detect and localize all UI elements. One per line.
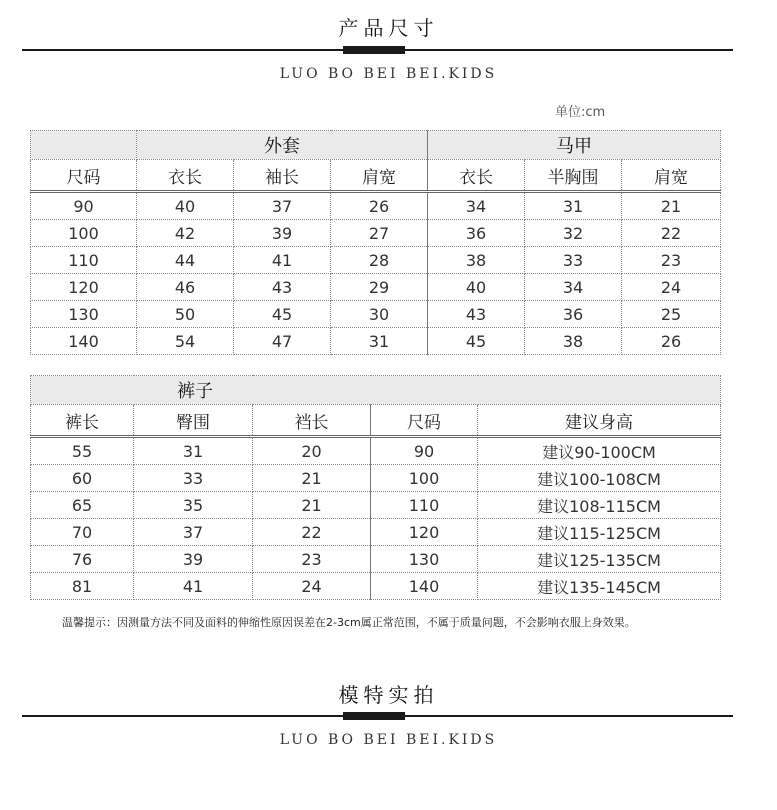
table-cell: 建议115-125CM: [478, 519, 721, 546]
table-cell: 50: [137, 301, 234, 328]
table-cell: 31: [525, 192, 622, 220]
table-cell: 43: [428, 301, 525, 328]
table-cell: 21: [253, 465, 371, 492]
table-cell: 建议100-108CM: [478, 465, 721, 492]
table-cell: 70: [31, 519, 134, 546]
table-cell: 81: [31, 573, 134, 600]
table-cell: 65: [31, 492, 134, 519]
header-cell: 裆长: [253, 405, 371, 437]
table-cell: 41: [234, 247, 331, 274]
table-cell: 31: [134, 437, 253, 465]
table-cell: 建议108-115CM: [478, 492, 721, 519]
table-cell: 130: [371, 546, 478, 573]
table-row: [31, 301, 721, 328]
table-cell: 39: [234, 220, 331, 247]
header-cell: 尺码: [31, 160, 137, 192]
table-row: [31, 192, 721, 220]
table-cell: 建议90-100CM: [478, 437, 721, 465]
unit-label: 单位:cm: [555, 105, 606, 120]
table-row: [31, 546, 721, 573]
size-table-bottom: [30, 375, 721, 600]
table-cell: 36: [525, 301, 622, 328]
table-row: [31, 274, 721, 301]
table-cell: 90: [31, 192, 137, 220]
size-table-top: [30, 130, 721, 355]
table-cell: 140: [31, 328, 137, 355]
table-cell: 45: [234, 301, 331, 328]
table-cell: 25: [622, 301, 721, 328]
table-cell: 110: [31, 247, 137, 274]
table-cell: 21: [622, 192, 721, 220]
table-cell: 110: [371, 492, 478, 519]
table-cell: 37: [234, 192, 331, 220]
table-cell: 46: [137, 274, 234, 301]
table-cell: 34: [428, 192, 525, 220]
group-row: [31, 131, 721, 160]
table-cell: 40: [428, 274, 525, 301]
header-cell: 肩宽: [622, 160, 721, 192]
table-cell: 建议135-145CM: [478, 573, 721, 600]
header-cell: 建议身高: [478, 405, 721, 437]
table-cell: 38: [428, 247, 525, 274]
table-cell: 34: [525, 274, 622, 301]
table-cell: 76: [31, 546, 134, 573]
table-cell: 22: [622, 220, 721, 247]
header-cell: 袖长: [234, 160, 331, 192]
header-cell: 尺码: [371, 405, 478, 437]
table-row: [31, 437, 721, 465]
table-cell: 36: [428, 220, 525, 247]
group-blank: [31, 131, 137, 160]
table-cell: 26: [331, 192, 428, 220]
table-cell: 42: [137, 220, 234, 247]
table-cell: 22: [253, 519, 371, 546]
table-cell: 23: [253, 546, 371, 573]
header-cell: 裤长: [31, 405, 134, 437]
title-rule-accent: [343, 46, 405, 54]
title-rule-accent: [343, 712, 405, 720]
table-cell: 28: [331, 247, 428, 274]
table-cell: 120: [371, 519, 478, 546]
table-cell: 38: [525, 328, 622, 355]
section-title-size: 产品尺寸: [338, 16, 439, 40]
table-row: [31, 328, 721, 355]
table-cell: 100: [31, 220, 137, 247]
table-cell: 23: [622, 247, 721, 274]
header-row: [31, 405, 721, 437]
header-cell: 衣长: [137, 160, 234, 192]
table-cell: 140: [371, 573, 478, 600]
group-label-vest: 马甲: [428, 131, 721, 160]
header-cell: 衣长: [428, 160, 525, 192]
brand-text: LUO BO BEI BEI.KIDS: [279, 732, 498, 748]
header-cell: 肩宽: [331, 160, 428, 192]
table-cell: 35: [134, 492, 253, 519]
table-row: [31, 492, 721, 519]
table-cell: 21: [253, 492, 371, 519]
table-cell: 30: [331, 301, 428, 328]
table-row: [31, 220, 721, 247]
header-row: [31, 160, 721, 192]
table-cell: 130: [31, 301, 137, 328]
table-cell: 100: [371, 465, 478, 492]
group-label-pants: 裤子: [31, 376, 721, 405]
table-cell: 55: [31, 437, 134, 465]
table-cell: 90: [371, 437, 478, 465]
table-row: [31, 465, 721, 492]
table-cell: 31: [331, 328, 428, 355]
brand-text: LUO BO BEI BEI.KIDS: [279, 66, 498, 82]
table-cell: 27: [331, 220, 428, 247]
size-note: 温馨提示：因测量方法不同及面料的伸缩性原因误差在2-3cm属正常范围，不属于质量问题，不会影响衣服上身效果。: [62, 616, 636, 629]
table-cell: 60: [31, 465, 134, 492]
table-cell: 33: [134, 465, 253, 492]
table-cell: 39: [134, 546, 253, 573]
table-cell: 20: [253, 437, 371, 465]
table-cell: 建议125-135CM: [478, 546, 721, 573]
table-cell: 54: [137, 328, 234, 355]
header-cell: 半胸围: [525, 160, 622, 192]
table-row: [31, 573, 721, 600]
table-cell: 41: [134, 573, 253, 600]
table-row: [31, 247, 721, 274]
table-cell: 24: [622, 274, 721, 301]
header-cell: 臀围: [134, 405, 253, 437]
table-cell: 29: [331, 274, 428, 301]
table-cell: 120: [31, 274, 137, 301]
group-label-coat: 外套: [137, 131, 428, 160]
table-cell: 37: [134, 519, 253, 546]
table-cell: 47: [234, 328, 331, 355]
table-cell: 45: [428, 328, 525, 355]
group-row: [31, 376, 721, 405]
section-title-model: 模特实拍: [338, 683, 439, 707]
table-cell: 33: [525, 247, 622, 274]
table-cell: 40: [137, 192, 234, 220]
table-row: [31, 519, 721, 546]
table-cell: 24: [253, 573, 371, 600]
table-cell: 26: [622, 328, 721, 355]
table-cell: 32: [525, 220, 622, 247]
table-cell: 43: [234, 274, 331, 301]
table-cell: 44: [137, 247, 234, 274]
